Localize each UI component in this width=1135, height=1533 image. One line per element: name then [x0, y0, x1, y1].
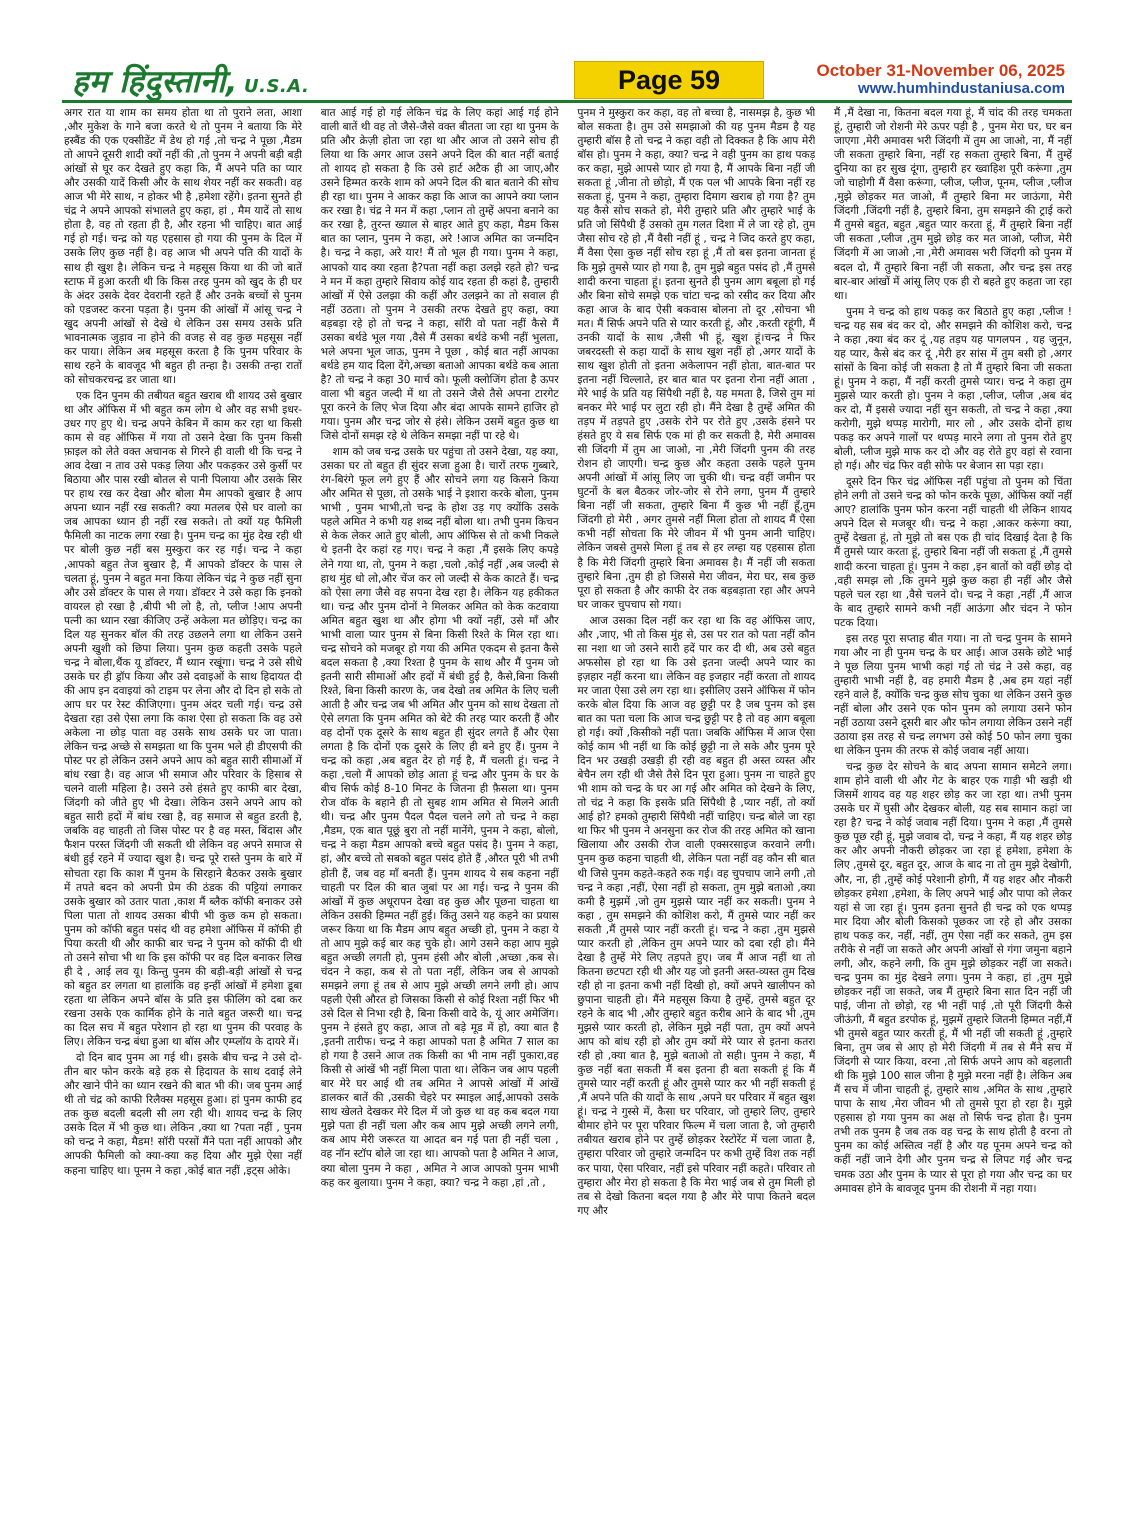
article-column-2: [321, 106, 559, 1518]
masthead-logo: [72, 60, 309, 102]
paragraph: मैं ,मैं देखा ना, कितना बदल गया हूं, मैं चांद की तरह चमकता हूं, तुम्हारी जो रोशनी मेरे ऊपर पड़ी है , पुनम मेरा घर, घर बन जाएगा ,मेरी अमावस भरी जिंदगी में तुम आ जाओ, ना, मैं नहीं जी सकता तुम्हारे बिना, नहीं रह सकता तुम्हारे बिना, मैं तुम्हें दुनिया का हर सुख दूंगा, तुम्हारी हर ख्वाहिश पूरी करूंगा ,तुम जो चाहोगी मैं वैसा करूंगा, प्लीज, प्लीज, पूनम, प्लीज ,प्लीज ,मुझे छोड़कर मत जाओ, मैं तुम्हारे बिना मर जाऊंगा, मेरी जिंदगी ,जिंदगी नहीं है, तुम्हारे बिना, तुम समझने की ट्राई करो मैं तुमसे बहुत, बहुत ,बहुत प्यार करता हूं, मैं तुम्हारे बिना नहीं जी सकता ,प्लीज ,तुम मुझे छोड़ कर मत जाओ, प्लीज, मेरी जिंदगी में आ जाओ ,ना ,मेरी अमावस भरी जिंदगी को पुनम में बदल दो, मैं तुम्हारे बिना नहीं जी सकता, और चन्द्र इस तरह बार-बार आंखों में आंसू लिए एक ही रो बहते हुए कहता जा रहा था।: [833, 107, 1072, 302]
article-column-4: [834, 106, 1072, 1518]
paragraph: दूसरे दिन फिर चंद्र ऑफिस नहीं पहुंचा तो पुनम को चिंता होने लगी तो उसने चन्द्र को फोन करके पूछा, ऑफिस क्यों नहीं आए? हालांकि पुनम फोन करना नहीं चाहती थी लेकिन शायद अपने दिल से मजबूर थी। चन्द्र ने कहा ,आकर करूंगा क्या, तुम्हें देखता हूं, तो मुझे तो बस एक ही चांद दिखाई देता है कि मैं तुमसे प्यार करता हूं, तुम्हारे बिना नहीं जी सकता हूं ,मैं तुमसे शादी करना चाहता हूं। पुनम ने कहा ,इन बातों को वहीं छोड़ दो ,वही समझ लो ,कि तुमने मुझे कुछ कहा ही नहीं और जैसे पहले चल रहा था ,वैसे चलने दो। चन्द्र ने कहा ,नहीं ,मैं आज के बाद तुम्हारे सामने कभी नहीं आऊंगा और चंदन ने फोन पटक दिया।: [833, 476, 1072, 629]
article-column-1: [64, 106, 302, 1518]
paragraph: एक दिन पुनम की तबीयत बहुत खराब थी शायद उसे बुखार था और ऑफिस में भी बहुत कम लोग थे और वह सभी इधर-उधर गए हुए थे। चन्द्र अपने केबिन में काम कर रहा था किसी काम से वह ऑफिस में गया तो उसने देखा कि पुनम किसी फ़ाइल को लेते वक्त अचानक से गिरने ही वाली थी कि चन्द्र ने आव देखा न ताव उसे पकड़ लिया और पकड़कर उसे कुर्सी पर बिठाया और पास रखी बोतल से पानी पिलाया और उसके सिर पर हाथ रख कर देखा और बोला मैम आपको बुखार है आप अपना ध्यान नहीं रख सकती? क्या मतलब ऐसे घर वालो का जब आपका ध्यान ही नहीं रख सकते। तो क्यों यह फैमिली फैमिली का नाटक लगा रखा है। पुनम चन्द्र का मुंह देख रही थी पर बोली कुछ नहीं बस मुस्कुरा कर रह गई। चन्द्र ने कहा ,आपको बहुत तेज बुखार है, मैं आपको डॉक्टर के पास ले चलता हूं, पुनम ने बहुत मना किया लेकिन चंद्र ने कुछ नहीं सुना और उसे डॉक्टर के पास ले गया। डॉक्टर ने उसे कहा कि इनको वायरल हो रखा है ,बीपी भी लो है, तो, प्लीज !आप अपनी पत्नी का ध्यान रखा कीजिए उन्हें अकेला मत छोड़िए। चन्द्र का दिल यह सुनकर बॉल की तरह उछलने लगा था लेकिन उसने अपनी खुशी को छिपा लिया। पुनम कुछ कहती उसके पहले चन्द्र ने बोला,थैंक यू डॉक्टर, मैं ध्यान रखूंगा। चन्द्र ने उसे सीधे उसके घर ही ड्रॉप किया और उसे दवाइओं के साथ हिदायत दी की आप इन दवाइयां को टाइम पर लेना और दो दिन हो सके तो आप घर पर रेस्ट कीजिएगा। पुनम अंदर चली गई। चन्द्र उसे देखता रहा उसे ऐसा लगा कि काश ऐसा हो सकता कि वह उसे अकेला ना छोड़ पाता वह उसके साथ उसके घर जा पाता। लेकिन चन्द्र अच्छे से समझता था कि पुनम भले ही डीएसपी की पोस्ट पर हो लेकिन उसने अपने आप को बहुत सारी सीमाओं में बांध रखा है। वह आज भी समाज और परिवार के हिसाब से चलने वाली महिला है। उसने उसे हंसते हुए काफी बार देखा, जिंदगी को जीते हुए भी देखा। लेकिन उसने अपने आप को बहुत सारी हदों में बांध रखा है, वह समाज से बहुत डरती है, जबकि वह चाहती तो जिस पोस्ट पर है वह मस्त, बिंदास और फैशन परस्त जिंदगी जी सकती थी लेकिन वह अपने समाज से बंधी हुई रहने में ज्यादा खुश है। चन्द्र पूरे रास्ते पुनम के बारे में सोचता रहा कि काश मैं पुनम के सिरहाने बैठकर उसके बुखार में तपते बदन को अपनी प्रेम की ठंडक की पट्टियां लगाकर उसके बुखार को उतार पाता ,काश मैं ब्लैक कॉफी बनाकर उसे पिला पाता तो शायद उसका बीपी भी कुछ कम हो सकता। पुनम को कॉफी बहुत पसंद थी वह हमेशा ऑफिस में कॉफी ही पिया करती थी और काफी बार चन्द्र ने पुनम को कॉफी दी थी तो उसने सोचा भी था कि इस कॉफी पर वह दिल बनाकर लिख ही दे , आई लव यू। किन्तु पुनम की बड़ी-बड़ी आंखों से चन्द्र को बहुत डर लगता था हालांकि वह इन्हीं आंखों में हमेशा डूबा रहता था लेकिन अपने बॉस के प्रति इस फीलिंग को दबा कर रखना उसके एक कार्मिक होने के नाते बहुत जरूरी था। चन्द्र का दिल सच में बहुत परेशान हो रहा था पुनम की परवाह के लिए। लेकिन चन्द्र बंधा हुआ था बॉस और एम्प्लॉय के दायरे में।: [64, 389, 302, 1049]
paragraph: शाम को जब चन्द्र उसके घर पहुंचा तो उसने देखा, यह क्या, उसका घर तो बहुत ही सुंदर सजा हुआ है। चारों तरफ गुब्बारे, रंग-बिरंगे फूल लगे हुए हैं और सोचने लगा यह किसने किया और अमित से पूछा, तो उसके भाई ने इशारा करके बोला, पुनम भाभी , पुनम भाभी,तो चन्द्र के होश उड़ गए क्योंकि उसके पहले अमित ने कभी यह शब्द नहीं बोला था। तभी पुनम किचन से केक लेकर आते हुए बोली, आप ऑफिस से तो कभी निकले थे इतनी देर कहां रह गए। चन्द्र ने कहा ,मैं इसके लिए कपड़े लेने गया था, तो, पुनम ने कहा ,चलो ,कोई नहीं ,अब जल्दी से हाथ मुंह धो लो,और चेंज कर लो जल्दी से केक काटते हैं। चन्द्र को ऐसा लगा जैसे वह सपना देख रहा है। लेकिन यह हकीकत था। चन्द्र और पुनम दोनों ने मिलकर अमित को केक कटवाया अमित बहुत खुश था और होगा भी क्यों नहीं, उसे माँ और भाभी वाला प्यार पुनम से बिना किसी रिश्ते के मिल रहा था। चन्द्र सोचने को मजबूर हो गया की अमित एकदम से इतना कैसे बदल सकता है ,क्या रिश्ता है पुनम के साथ और मैं पुनम जो इतनी सारी सीमाओं और हदों में बंधी हुई है, कैसे,बिना किसी रिश्ते, बिना किसी कारण के, जब देखो तब अमित के लिए चली आती है और चन्द्र जब भी अमित और पुनम को साथ देखता तो ऐसे लगता कि पुनम अमित को बेटे की तरह प्यार करती हैं और वह दोनों एक दूसरे के साथ बहुत ही सुंदर लगते हैं और ऐसा लगता है कि दोनों एक दूसरे के लिए ही बने हुए हैं। पुनम ने चन्द्र को कहा ,अब बहुत देर हो गई है, मैं चलती हूं। चन्द्र ने कहा ,चलो मैं आपको छोड़ आता हूं चन्द्र और पुनम के घर के बीच सिर्फ कोई 8-10 मिनट के जितना ही फ़ैसला था। पुनम रोज वॉक के बहाने ही तो सुबह शाम अमित से मिलने आती थी। चन्द्र और पुनम पैदल पैदल चलने लगे तो चन्द्र ने कहा ,मैडम, एक बात पूछूं बुरा तो नहीं मानेंगे, पुनम ने कहा, बोलो, चन्द्र ने कहा मैडम आपको बच्चे बहुत पसंद है। पुनम ने कहा, हां, और बच्चे तो सबको बहुत पसंद होते हैं ,औरत पूरी भी तभी होती हैं, जब वह माँ बनती हैं। पुनम शायद ये सब कहना नहीं चाहती पर दिल की बात जुबां पर आ गई। चन्द्र ने पुनम की आंखों में कुछ अधूरापन देखा वह कुछ और पूछना चाहता था लेकिन उसकी हिम्मत नहीं हुई। किंतु उसने यह कहने का प्रयास जरूर किया था कि मैडम आप बहुत अच्छी हो, पुनम ने कहा ये तो आप मुझे कई बार कह चुके हो। आगे उसने कहा आप मुझे बहुत अच्छी लगती हो, पुनम हंसी और बोली ,अच्छा ,कब से। चंदन ने कहा, कब से तो पता नहीं, लेकिन जब से आपको समझने लगा हूं तब से आप मुझे अच्छी लगने लगी हो। आप पहली ऐसी औरत हो जिसका किसी से कोई रिश्ता नहीं फिर भी उसे दिल से निभा रही है, बिना किसी वादे के, यूं आर अमेजिंग। पुनम ने हंसते हुए कहा, आज तो बड़े मूड में हो, क्या बात है ,इतनी तारीफ। चन्द्र ने कहा आपको पता है अमित 7 साल का हो गया है उसने आज तक किसी का भी नाम नहीं पुकारा,वह किसी से आंखें भी नहीं मिला पाता था। लेकिन जब आप पहली बार मेरे घर आई थी तब अमित ने आपसे आंखों में आंखें डालकर बातें की ,उसकी चेहरे पर स्माइल आई,आपको उसके साथ खेलते देखकर मेरे दिल में जो कुछ था वह कब बदल गया मुझे पता ही नहीं चला और कब आप मुझे अच्छी लगने लगी, कब आप मेरी जरूरत या आदत बन गई पता ही नहीं चला , वह नॉन स्टॉप बोले जा रहा था। आपको पता है अमित ने आज, क्या बोला पुनम ने कहा , अमित ने आज आपको पुनम भाभी कह कर बुलाया। पुनम ने कहा, क्या? चन्द्र ने कहा ,हां ,तो ,: [320, 446, 559, 1189]
paragraph: आज उसका दिल नहीं कर रहा था कि वह ऑफिस जाए, और ,जाए, भी तो किस मुंह से, उस पर रात को पता नहीं कौन सा नशा था जो उसने सारी हदें पार कर दी थी, अब उसे बहुत अफसोस हो रहा था कि उसे इतना जल्दी अपने प्यार का इज़हार नहीं करना था। लेकिन वह इजहार नहीं करता तो शायद मर जाता ऐसा उसे लग रहा था। इसीलिए उसने ऑफिस में फोन करके बोल दिया कि आज वह छुट्टी पर है जब पुनम को इस बात का पता चला कि आज चन्द्र छुट्टी पर है तो वह आग बबूला हो गई। क्यों ,किसीको नहीं पता। जबकि ऑफिस में आज ऐसा कोई काम भी नहीं था कि कोई छुट्टी ना ले सके और पुनम पूरे दिन भर उखड़ी उखड़ी ही रही वह बहुत ही अस्त व्यस्त और बेचैन लग रही थी जैसे तैसे दिन पूरा हुआ। पुनम ना चाहते हुए भी शाम को चन्द्र के घर आ गई और अमित को देखने के लिए, तो चंद्र ने कहा कि इसके प्रति सिंपैथी है ,प्यार नहीं, तो क्यों आई हो? हमको तुम्हारी सिंपैथी नहीं चाहिए। चन्द्र बोले जा रहा था फिर भी पुनम ने अनसुना कर रोज की तरह अमित को खाना खिलाया और उसकी रोज वाली एक्सरसाइज करवाने लगी। पुनम कुछ कहना चाहती थी, लेकिन पता नहीं वह कौन सी बात थी जिसे पुनम कहते-कहते रुक गई। वह चुपचाप जाने लगी ,तो चन्द्र ने कहा ,नहीं, ऐसा नहीं हो सकता, तुम मुझे बताओ ,क्या कमी है मुझमें ,जो तुम मुझसे प्यार नहीं कर सकती। पुनम ने कहा , तुम समझने की कोशिश करो, मैं तुमसे प्यार नहीं कर सकती ,मैं तुमसे प्यार नहीं करती हूं। चन्द्र ने कहा ,तुम मुझसे प्यार करती हो ,लेकिन तुम अपने प्यार को दबा रही हो। मैंने देखा है तुम्हें मेरे लिए तड़पते हुए। जब मैं आज नहीं था तो कितना छटपटा रही थी और यह जो इतनी अस्त-व्यस्त तुम दिख रही हो ना इतना कभी नहीं दिखी हो, क्यों अपने खालीपन को छुपाना चाहती हो। मैंने महसूस किया है तुम्हें, तुमसे बहुत दूर रहने के बाद भी ,और तुम्हारे बहुत करीब आने के बाद भी ,तुम मुझसे प्यार करती हो, लेकिन मुझे नहीं पता, तुम क्यों अपने आप को बांध रही हो और तुम क्यों मेरे प्यार से इतना कतरा रही हो ,क्या बात है, मुझे बताओ तो सही। पुनम ने कहा, मैं कुछ नहीं बता सकती मैं बस इतना ही बता सकती हूं कि मैं तुमसे प्यार नहीं करती हूं और तुमसे प्यार कर भी नहीं सकती हूं ,मैं अपने पति की यादों के साथ ,अपने घर परिवार में बहुत खुश हूं। चन्द्र ने गुस्से में, कैसा घर परिवार, जो तुम्हारे लिए, तुम्हारे बीमार होने पर पूरा परिवार फिल्म में चला जाता है, जो तुम्हारी तबीयत खराब होने पर तुम्हें छोड़कर रेस्टोरेंट में चला जाता है, तुम्हारा परिवार जो तुम्हारे जन्मदिन पर कभी तुम्हें विश तक नहीं कर पाया, ऐसा परिवार, नहीं इसे परिवार नहीं कहते। परिवार तो तुम्हारा और मेरा हो सकता है कि मेरा भाई जब से तुम मिली हो तब से देखो कितना बदल गया है और मेरे पापा कितने बदल गए और: [577, 614, 816, 1217]
article-columns: [64, 106, 1072, 1518]
dateline: [816, 62, 1065, 98]
paragraph: चन्द्र कुछ देर सोचने के बाद अपना सामान समेटने लगा। शाम होने वाली थी और गेट के बाहर एक गाड़ी भी खड़ी थी जिसमें शायद वह यह शहर छोड़ कर जा रहा था। तभी पुनम उसके घर में घुसी और देखकर बोली, यह सब सामान कहां जा रहा है? चन्द्र ने कोई जवाब नहीं दिया। पुनम ने कहा ,मैं तुमसे कुछ पूछ रही हूं, मुझे जवाब दो, चन्द्र ने कहा, मैं यह शहर छोड़ कर और अपनी नौकरी छोड़कर जा रहा हूं हमेशा, हमेशा के लिए ,तुमसे दूर, बहुत दूर, आज के बाद ना तो तुम मुझे देखोगी, और, ना, ही ,तुम्हें कोई परेशानी होगी, मैं यह शहर और नौकरी छोड़कर हमेशा ,हमेशा, के लिए अपने भाई और पापा को लेकर यहां से जा रहा हूं। पुनम इतना सुनते ही चन्द्र को एक थप्पड़ मार दिया और बोली किसको पूछकर जा रहे हो और उसका हाथ पकड़ कर, नहीं, नहीं, तुम ऐसा नहीं कर सकते, तुम इस तरीके से नहीं जा सकते और अपनी आंखों से गंगा जमुना बहाने लगी, और, कहने लगी, कि तुम मुझे छोड़कर नहीं जा सकते। चन्द्र पुनम का मुंह देखने लगा। पुनम ने कहा, हां ,तुम मुझे छोड़कर नहीं जा सकते, जब मैं तुम्हारे बिना सात दिन नहीं जी पाई, जीना तो छोड़ो, रह भी नहीं पाई ,तो पूरी जिंदगी कैसे जीऊंगी, मैं बहुत डरपोक हूं, मुझमें तुम्हारे जितनी हिम्मत नहीं,मैं भी तुमसे बहुत प्यार करती हूं, मैं भी नहीं जी सकती हूं ,तुम्हारे बिना, तुम जब से आए हो मेरी जिंदगी में तब से मैंने सच में जिंदगी से प्यार किया, वरना ,तो सिर्फ अपने आप को बहलाती थी कि मुझे 100 साल जीना है मुझे मरना नहीं है। लेकिन अब मैं सच में जीना चाहती हूं, तुम्हारे साथ ,अमित के साथ ,तुम्हारे पापा के साथ ,मेरा जीवन भी तो तुमसे पूरा हो रहा है। मुझे एहसास हो गया पुनम का अक्ष तो सिर्फ चन्द्र होता है। पुनम तभी तक पुनम है जब तक वह चन्द्र के साथ होती है वरना तो पुनम का कोई अस्तित्व नहीं है और यह पूनम अपने चन्द्र को कहीं नहीं जाने देगी और पुनम चन्द्र से लिपट गई और चन्द्र चमक उठा और पुनम के प्यार से पूरा हो गया और चन्द्र का घर अमावस होने के बावजूद पुनम की रोशनी में नहा गया।: [833, 761, 1072, 1195]
paragraph: बात आई गई हो गई लेकिन चंद्र के लिए कहां आई गई होने वाली बातें थी वह तो जैसे-जैसे वक्त बीतता जा रहा था पुनम के प्रति और क्रेज़ी होता जा रहा था और आज तो उसने सोच ही लिया था कि अगर आज उसने अपने दिल की बात नहीं बताई तो शायद हो सकता है कि उसे हार्ट अटैक ही आ जाए,और उसने हिम्मत करके शाम को अपने दिल की बात बताने की सोच ही रहा था। पुनम ने आकर कहा कि आज का आपने क्या प्लान कर रखा है। चंद्र ने मन में कहा ,प्लान तो तुम्हें अपना बनाने का कर रखा है, तुरन्त ख्याल से बाहर आते हुए कहा, मैडम किस बात का प्लान, पुनम ने कहा, अरे !आज अमित का जन्मदिन है। चन्द्र ने कहा, अरे यार! मैं तो भूल ही गया। पुनम ने कहा, आपको याद क्या रहता है?पता नहीं कहा उलझे रहते हो? चन्द्र ने मन में कहा तुम्हारे सिवाय कोई याद रहता ही कहां है, तुम्हारी आंखों में ऐसे उलझा की कहीं और उलझने का तो सवाल ही नहीं उठता। तो पुनम ने उसकी तरफ देखते हुए कहा, क्या बड़बड़ा रहे हो तो चन्द्र ने कहा, सॉरी वो पता नहीं कैसे मैं उसका बर्थडे भूल गया ,वैसे मैं उसका बर्थडे कभी नहीं भुलता, भले अपना भूल जाऊ, पुनम ने पूछा , कोई बात नहीं आपका बर्थडे हम याद दिला देंगे,अच्छा बताओ आपका बर्थडे कब आता है? तो चन्द्र ने कहा 30 मार्च को। फूली क्लोजिंग होता है ऊपर वाला भी बहुत जल्दी में था तो उसने जैसे तैसे अपना टारगेट पूरा करने के लिए भेज दिया और बंदा आपके सामने हाजिर हो गया। पुनम और चन्द्र जोर से हंसे। लेकिन उसमें बहुत कुछ था जिसे दोनों समझ रहे थे लेकिन समझा नहीं पा रहे थे।: [320, 107, 559, 443]
article-column-3: [577, 106, 815, 1518]
paragraph: दो दिन बाद पुनम आ गई थी। इसके बीच चन्द्र ने उसे दो-तीन बार फोन करके बड़े हक से हिदायत के साथ दवाई लेने और खाने पीने का ध्यान रखने की बात भी की। जब पुनम आई थी तो चंद्र को काफी रिलैक्स महसूस हुआ। हां पुनम काफी हद तक कुछ बदली बदली सी लग रही थी। शायद चन्द्र के लिए उसके दिल में भी कुछ था। लेकिन ,क्या था ?पता नहीं , पुनम को चन्द्र ने कहा, मैडम! सॉरी परसों मैंने पता नहीं आपको और आपकी फैमिली को क्या-क्या कह दिया और मुझे ऐसा नहीं कहना चाहिए था। पूनम ने कहा ,कोई बात नहीं ,इट्स ओके।: [64, 1052, 302, 1177]
masthead-suffix: U.S.A.: [244, 76, 310, 97]
paragraph: इस तरह पूरा सप्ताह बीत गया। ना तो चन्द्र पुनम के सामने गया और ना ही पुनम चन्द्र के घर आई। आज उसके छोटे भाई ने पूछ लिया पुनम भाभी कहां गई तो चंद्र ने उसे कहा, वह तुम्हारी भाभी नहीं है, वह हमारी मैडम है ,अब हम यहां नहीं रहने वाले हैं, क्योंकि चन्द्र कुछ सोच चुका था लेकिन उसने कुछ नहीं बोला और उसने एक फोन पुनम को लगाया उसने फोन नहीं उठाया उसने दूसरी बार और फोन लगाया लेकिन उसने नहीं उठाया इस तरह से चन्द्र लगभग उसे कोई 50 फोन लगा चुका था लेकिन पुनम की तरफ से कोई जवाब नहीं आया।: [833, 632, 1072, 758]
issue-date: October 31-November 06, 2025: [816, 61, 1065, 80]
paragraph: पुनम ने मुस्कुरा कर कहा, वह तो बच्चा है, नासमझ है, कुछ भी बोल सकता है। तुम उसे समझाओ की यह पुनम मैडम है यह तुम्हारी बॉस है तो चन्द्र ने कहा वही तो दिक्कत है कि आप मेरी बॉस हो। पुनम ने कहा, क्या? चन्द्र ने वही पुनम का हाथ पकड़ कर कहा, मुझे आपसे प्यार हो गया है, मैं आपके बिना नहीं जी सकता हूं ,जीना तो छोड़ो, मैं एक पल भी आपके बिना नहीं रह सकता हूं, पुनम ने कहा, तुम्हारा दिमाग खराब हो गया है? तुम यह कैसे सोच सकते हो, मेरी तुम्हारे प्रति और तुम्हारे भाई के प्रति जो सिंपैथी हैं उसको तुम गलत दिशा में ले जा रहे हो, तुम जैसा सोच रहे हो ,मैं वैसी नहीं हूं , चन्द्र ने जिद करते हुए कहा, मैं वैसा ऐसा कुछ नहीं सोच रहा हूं ,मैं तो बस इतना जानता हूं कि मुझे तुमसे प्यार हो गया है, तुम मुझे बहुत पसंद हो ,मैं तुमसे शादी करना चाहता हूं। इतना सुनते ही पुनम आग बबूला हो गई और बिना सोचे समझे एक चांटा चन्द्र को रसीद कर दिया और कहा आज के बाद ऐसी बकवास बोलना तो दूर ,सोचना भी मत। मैं सिर्फ अपने पति से प्यार करती हूं, और ,करती रहूंगी, मैं उनकी यादों के साथ ,जैसी भी हूं, खुश हूं।चन्द्र ने फिर जबरदस्ती से कहा यादों के साथ खुश नहीं हो ,अगर यादों के साथ खुश होती तो इतना अकेलापन नहीं होता, बात-बात पर इतना नहीं चिल्लाते, हर बात बात पर इतना रोना नहीं आता , मेरे भाई के प्रति यह सिंपैथी नहीं है, यह ममता है, जिसे तुम मां बनकर मेरे भाई पर लुटा रही हो। मैंने देखा है तुम्हें अमित की तड़प में तड़पते हुए ,उसके रोने पर रोते हुए ,उसके हंसने पर हंसते हुए ये सब सिर्फ एक मां ही कर सकती है, मेरी अमावस सी जिंदगी में तुम आ जाओ, ना ,मेरी जिंदगी पुनम की तरह रोशन हो जाएगी। चन्द्र कुछ और कहता उसके पहले पुनम अपनी आंखों में आंसू लिए जा चुकी थी। चन्द्र वहीं जमीन पर घुटनों के बल बैठकर जोर-जोर से रोने लगा, पुनम मैं तुम्हारे बिना नहीं जी सकता, तुम्हारे बिना मैं कुछ भी नहीं हूँ,तुम जिंदगी हो मेरी , अगर तुमसे नहीं मिला होता तो शायद मैं ऐसा कभी नहीं सोचता कि मेरे जीवन में भी पुनम आनी चाहिए। लेकिन जबसे तुमसे मिला हूं तब से हर लम्हा यह एहसास होता है कि मेरी जिंदगी तुम्हारे बिना अमावस है। मैं नहीं जी सकता तुम्हारे बिना ,तुम ही हो जिससे मेरा जीवन, मेरा घर, सब कुछ पूरा हो सकता है और काफी देर तक बड़बड़ाता रहा और अपने घर जाकर चुपचाप सो गया।: [577, 107, 816, 611]
masthead-title: हम हिंदुस्तानी,: [72, 64, 239, 100]
paragraph: अगर रात या शाम का समय होता था तो पुराने लता, आशा ,और मुकेश के गाने बजा करते थे तो पुनम ने बताया कि मेरे हस्बैंड की एक एक्सीडेंट में डेथ हो गई ,तो चन्द्र ने पूछा ,मैडम तो आपने दूसरी शादी क्यों नहीं की ,तो पुनम ने अपनी बड़ी बड़ी आंखों से घूर कर देखते हुए कहा कि, मैं अपने पति का प्यार और उसकी यादें किसी और के साथ शेयर नहीं कर सकती। वह आज भी मेरे साथ, न होकर भी है ,हमेशा रहेंगे। इतना सुनते ही चंद्र ने अपने आपको संभालते हुए कहा, हां , मैम यादें तो साथ होता है, वह तो रहता ही है, और रहना भी चाहिए। बात आई गई हो गई। चन्द्र को यह एहसास हो गया की पुनम के दिल में उसके लिए कुछ नहीं है। वह आज भी अपने पति की यादों के साथ ही खुश है। लेकिन चन्द्र ने महसूस किया था की जो बातें स्टाफ में हुआ करती थी कि किस तरह पुनम को खुद के ही घर के अंदर उसके देवर देवरानी रहते हैं और उनके बच्चों से पुनम को एडजस्ट करना पड़ता है। पुनम की आंखों में आंसू चन्द्र ने खुद अपनी आंखों से देखे थे लेकिन उस समय उसके प्रति भावनात्मक जुड़ाव ना होने की वजह से वह कुछ महसूस नहीं कर पाया। लेकिन अब महसूस करता है कि पुनम परिवार के साथ रहने के बावजूद भी बहुत ही तन्हा है। उसकी तन्हा रातों को सोचकरचन्द्र डर जाता था।: [64, 107, 302, 386]
page-number-label: Page 59: [574, 61, 764, 99]
website-link[interactable]: www.humhindustaniusa.com: [858, 80, 1065, 97]
page-header: [0, 0, 1135, 104]
paragraph: पुनम ने चन्द्र को हाथ पकड़ कर बिठाते हुए कहा ,प्लीज ! चन्द्र यह सब बंद कर दो, और समझने की कोशिश करो, चन्द्र ने कहा ,क्या बंद कर दूं ,यह तड़प यह पागलपन , यह जुनून, यह प्यार, कैसे बंद कर दूं ,मेरी हर सांस में तुम बसी हो ,अगर सांसों के बिना कोई जी सकता है तो मैं तुम्हारे बिना जी सकता हूं। पुनम ने कहा, मैं नहीं करती तुमसे प्यार। चन्द्र ने कहा तुम मुझसे प्यार करती हो। पुनम ने कहा ,प्लीज, प्लीज ,अब बंद कर दो, मैं इससे ज्यादा नहीं सुन सकती, तो चन्द्र ने कहा ,क्या करोगी, मुझे थप्पड़ मारोगी, मार लो , और उसके दोनों हाथ पकड़ कर अपने गालों पर थप्पड़ मारने लगा तो पुनम रोते हुए बोली, प्लीज मुझे माफ कर दो और वह रोते हुए वहां से रवाना हो गई। और चंद्र फिर वही सोफे पर बेजान सा पड़ा रहा।: [833, 305, 1072, 473]
header-divider: [62, 100, 1072, 103]
